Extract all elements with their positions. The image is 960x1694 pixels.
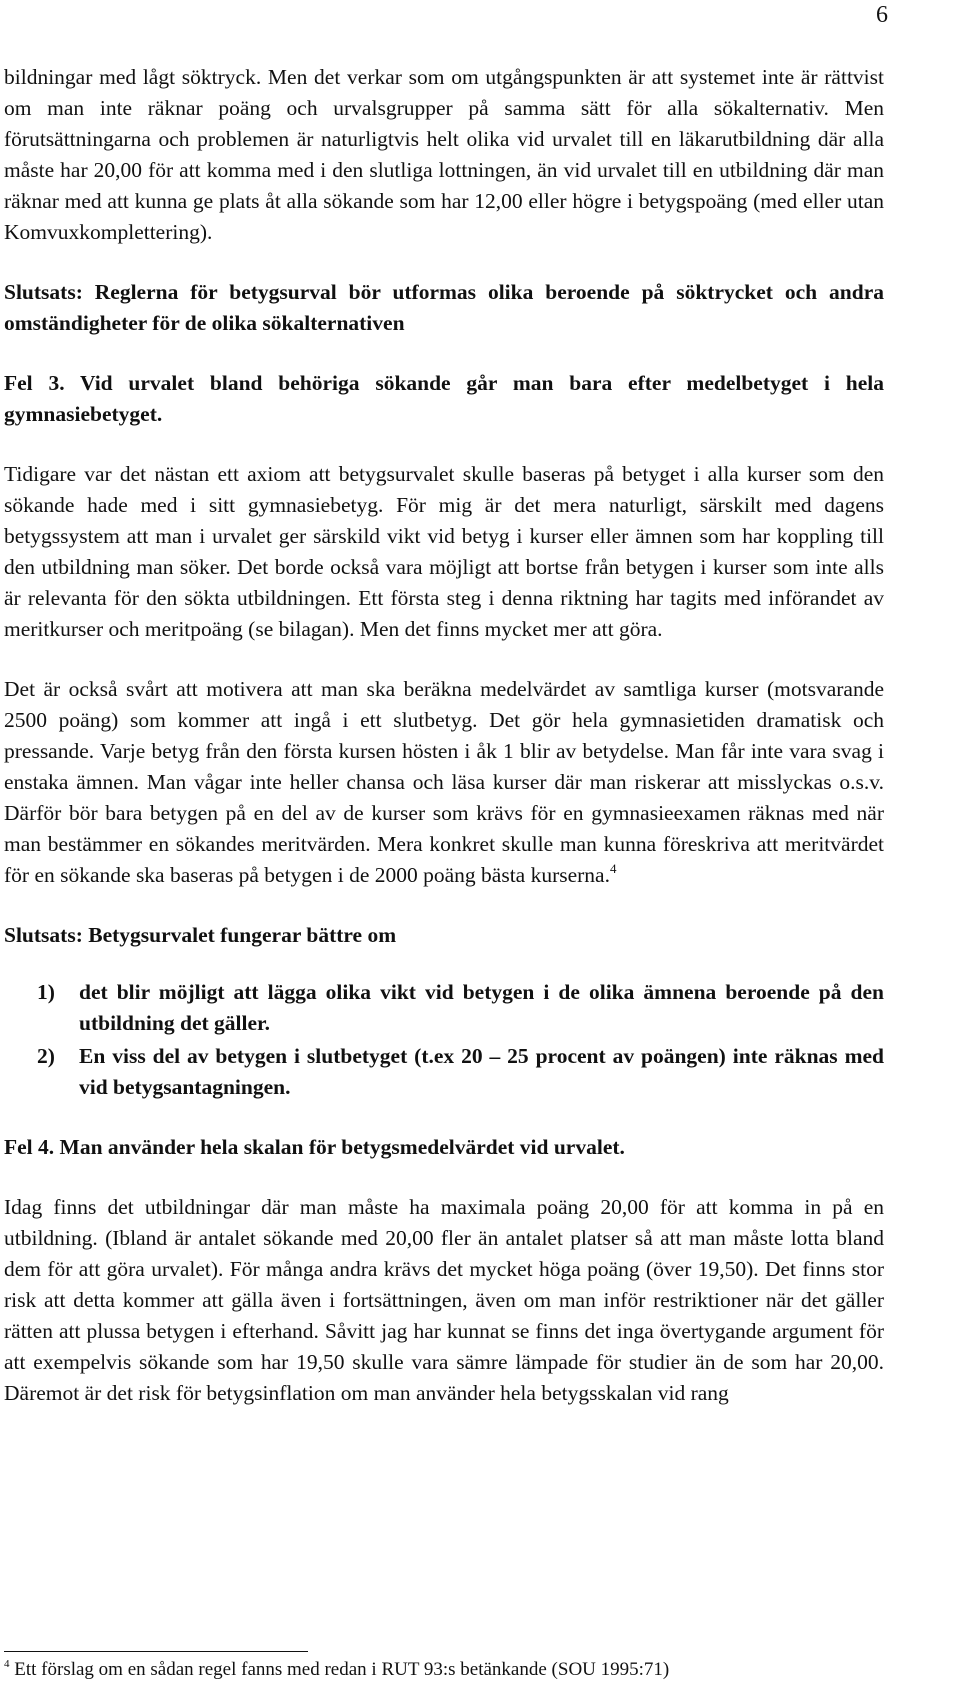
list-item <box>4 977 884 1039</box>
conclusion-rules: Slutsats: Reglerna för betygsurval bör utformas olika beroende på söktrycket och andra omständigheter för de olika sökalternativen <box>4 280 884 335</box>
footnote-number: 4 <box>4 1658 10 1670</box>
list-item-text: En viss del av betygen i slutbetyget (t.ex 20 – 25 procent av poängen) inte räknas med vid betygsantagningen. <box>79 1044 884 1099</box>
footnote-divider <box>4 1651 308 1652</box>
page-number: 6 <box>876 2 888 28</box>
footnote-reference: 4 <box>609 861 617 876</box>
heading-error-3: Fel 3. Vid urvalet bland behöriga sökande går man bara efter medelbetyget i hela gymnasiebetyget. <box>4 371 884 426</box>
paragraph-course-weighting: Tidigare var det nästan ett axiom att betygsurvalet skulle baseras på betyget i alla kurser som den sökande hade med i sitt gymnasiebetyg. För mig är det mera naturligt, särskilt med dagens betygssystem att man i urvalet ger särskild vikt vid betyg i kurser eller ämnen som har koppling till den utbildning man söker. Det borde också vara möjligt att bortse från betygen i kurser som inte alls är relevanta för den sökta utbildningen. Ett första steg i denna riktning har tagits med införandet av meritkurser och meritpoäng (se bilagan). Men det finns mycket mer att göra. <box>4 462 884 641</box>
paragraph-max-points: Idag finns det utbildningar där man måste ha maximala poäng 20,00 för att komma in på en utbildning. (Ibland är antalet sökande med 20,00 fler än antalet platser så att man måste lotta bland dem för att göra urvalet). För många andra krävs det mycket höga poäng (över 19,50). Det finns stor risk att detta kommer att gälla även i fortsättningen, även om man inför restriktioner när det gäller rätten att plussa betygen i efterhand. Såvitt jag har kunnat se finns det inga övertygande argument för att exempelvis sökande som har 19,50 skulle vara sämre lämpade för studier än de som har 20,00. Däremot är det risk för betygsinflation om man använder hela betygsskalan vid rang <box>4 1195 884 1405</box>
paragraph-average-value <box>4 674 884 891</box>
heading-error-4: Fel 4. Man använder hela skalan för betygsmedelvärdet vid urvalet. <box>4 1135 625 1159</box>
list-item-number: 2) <box>37 1044 55 1068</box>
list-item-number: 1) <box>37 980 55 1004</box>
conditions-list <box>4 977 884 1103</box>
page-body <box>4 62 884 1409</box>
paragraph-intro: bildningar med lågt söktryck. Men det verkar som om utgångspunkten är att systemet inte är rättvist om man inte räknar poäng och urvalsgrupper på samma sätt för alla sökalternativ. Men förutsättningarna och problemen är naturligtvis helt olika vid urvalet till en läkarutbildning där alla måste har 20,00 för att komma med i den slutliga lottningen, än vid urvalet till en utbildning där man räknar med att kunna ge plats åt alla sökande som har 12,00 eller högre i betygspoäng (med eller utan Komvuxkomplettering). <box>4 65 884 244</box>
conclusion-grade-selection: Slutsats: Betygsurvalet fungerar bättre om <box>4 923 397 947</box>
paragraph-average-value-text: Det är också svårt att motivera att man ska beräkna medelvärdet av samtliga kurser (motsvarande 2500 poäng) som kommer att ingå i ett slutbetyg. Det gör hela gymnasietiden dramatisk och pressande. Varje betyg från den första kursen hösten i åk 1 blir av betydelse. Man får inte vara svag i enstaka ämnen. Man vågar inte heller chansa och läsa kurser där man riskerar att misslyckas o.s.v. Därför bör bara betygen på en del av de kurser som krävs för en gymnasieexamen räknas med när man bestämmer en sökandes meritvärden. Mera konkret skulle man kunna föreskriva att meritvärdet för en sökande ska baseras på betygen i de 2000 poäng bästa kurserna. <box>4 677 884 887</box>
list-item <box>4 1041 884 1103</box>
footnote <box>4 1656 669 1684</box>
footnote-text: Ett förslag om en sådan regel fanns med redan i RUT 93:s betänkande (SOU 1995:71) <box>14 1659 670 1680</box>
list-item-text: det blir möjligt att lägga olika vikt vid betygen i de olika ämnena beroende på den utbildning det gäller. <box>79 980 884 1035</box>
